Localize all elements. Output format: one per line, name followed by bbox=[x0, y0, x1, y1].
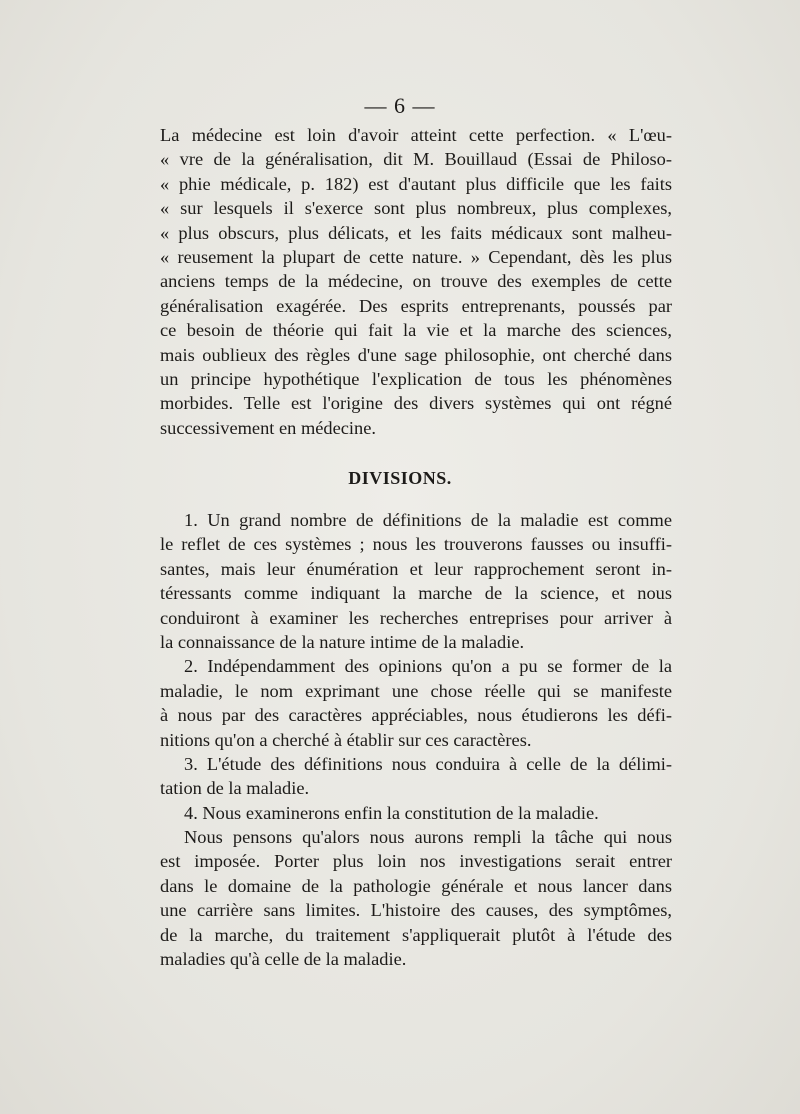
text-line: « vre de la généralisation, dit M. Bouillaud (Essai de Philoso- bbox=[160, 149, 672, 170]
text-line: « sur lesquels il s'exerce sont plus nombreux, plus complexes, bbox=[160, 198, 672, 219]
text-line: à nous par des caractères appréciables, nous étudierons les défi- bbox=[160, 705, 672, 726]
text-line: 4. Nous examinerons enfin la constitution de la maladie. bbox=[184, 802, 599, 823]
intro-paragraph bbox=[160, 123, 672, 440]
text-line: maladie, le nom exprimant une chose réelle qui se manifeste bbox=[160, 680, 672, 701]
page-number: — 6 — bbox=[364, 93, 436, 118]
text-line: successivement en médecine. bbox=[160, 417, 377, 438]
text-line: une carrière sans limites. L'histoire des causes, des symptômes, bbox=[160, 900, 672, 921]
text-line: mais oublieux des règles d'une sage philosophie, ont cherché dans bbox=[160, 344, 672, 365]
text-line: est imposée. Porter plus loin nos investigations serait entrer bbox=[160, 851, 672, 872]
text-line: tation de la maladie. bbox=[160, 778, 310, 799]
text-line: Nous pensons qu'alors nous aurons rempli la tâche qui nous bbox=[184, 827, 672, 848]
text-line: dans le domaine de la pathologie générale et nous lancer dans bbox=[160, 875, 672, 896]
text-line: 3. L'étude des définitions nous conduira à celle de la délimi- bbox=[184, 753, 672, 774]
text-line: téressants comme indiquant la marche de la science, et nous bbox=[160, 583, 672, 604]
text-line: la connaissance de la nature intime de la maladie. bbox=[160, 631, 525, 652]
text-line: 2. Indépendamment des opinions qu'on a pu se former de la bbox=[184, 656, 672, 677]
text-line: « plus obscurs, plus délicats, et les faits médicaux sont malheu- bbox=[160, 222, 672, 243]
text-line: maladies qu'à celle de la maladie. bbox=[160, 949, 407, 970]
text-line: « reusement la plupart de cette nature. » Cependant, dès les plus bbox=[160, 246, 672, 267]
text-line: de la marche, du traitement s'appliquerait plutôt à l'étude des bbox=[160, 924, 672, 945]
text-line: le reflet de ces systèmes ; nous les trouverons fausses ou insuffi- bbox=[160, 534, 672, 555]
text-line: nitions qu'on a cherché à établir sur ces caractères. bbox=[160, 729, 532, 750]
text-line: un principe hypothétique l'explication de tous les phénomènes bbox=[160, 368, 672, 389]
section-heading: DIVISIONS. bbox=[348, 468, 452, 488]
text-line: 1. Un grand nombre de définitions de la maladie est comme bbox=[184, 510, 672, 530]
text-line: santes, mais leur énumération et leur rapprochement seront in- bbox=[160, 558, 672, 579]
text-line: ce besoin de théorie qui fait la vie et la marche des sciences, bbox=[160, 320, 672, 341]
divisions-section bbox=[160, 508, 672, 971]
text-line: généralisation exagérée. Des esprits entreprenants, poussés par bbox=[160, 295, 672, 316]
text-line: « phie médicale, p. 182) est d'autant plus difficile que les faits bbox=[160, 173, 672, 194]
text-line: La médecine est loin d'avoir atteint cette perfection. « L'œu- bbox=[160, 125, 672, 145]
text-line: anciens temps de la médecine, on trouve des exemples de cette bbox=[160, 271, 672, 292]
text-line: conduiront à examiner les recherches entreprises pour arriver à bbox=[160, 607, 672, 628]
text-line: morbides. Telle est l'origine des divers systèmes qui ont régné bbox=[160, 393, 672, 414]
